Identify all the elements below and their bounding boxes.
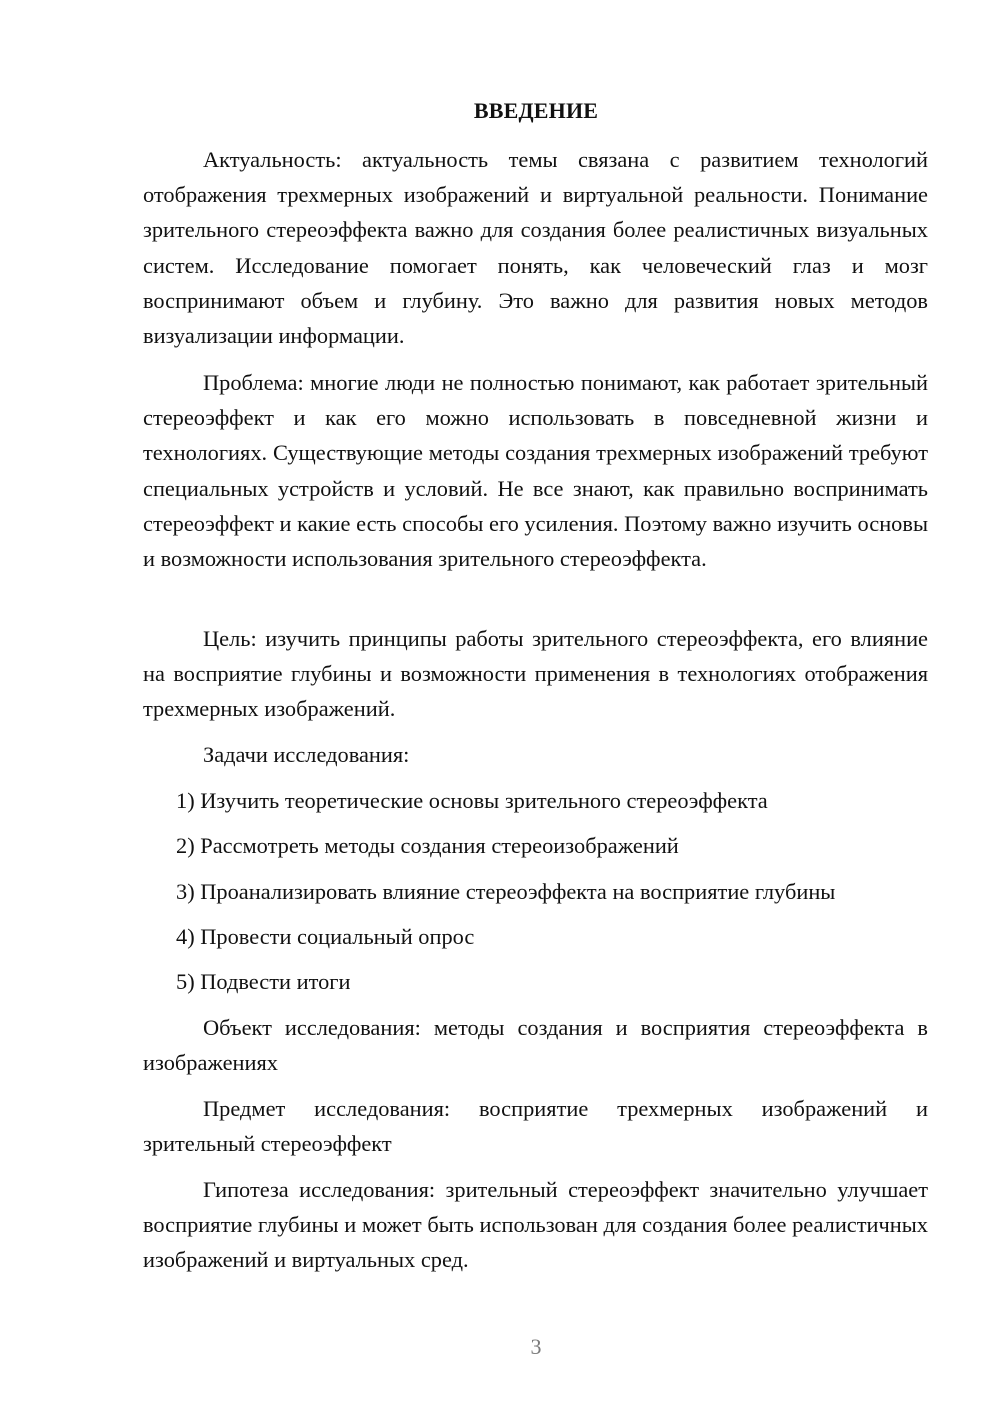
task-item-4: 4) Провести социальный опрос xyxy=(176,924,475,949)
page-title: ВВЕДЕНИЕ xyxy=(473,98,599,123)
task-item-5: 5) Подвести итоги xyxy=(176,969,351,994)
task-item-1: 1) Изучить теоретические основы зрительного стереоэффекта xyxy=(176,788,768,813)
paragraph-goal: Цель: изучить принципы работы зрительного стереоэффекта, его влияние на восприятие глубины и возможности применения в технологиях отображения трехмерных изображений. xyxy=(143,626,928,722)
paragraph-subject: Предмет исследования: восприятие трехмерных изображений и зрительный стереоэффект xyxy=(143,1096,928,1157)
paragraph-hypothesis: Гипотеза исследования: зрительный стереоэффект значительно улучшает восприятие глубины и может быть использован для создания более реалистичных изображений и виртуальных сред. xyxy=(143,1177,928,1273)
task-item-2: 2) Рассмотреть методы создания стереоизображений xyxy=(176,833,679,858)
task-item-3: 3) Проанализировать влияние стереоэффекта на восприятие глубины xyxy=(176,879,836,904)
page-number: 3 xyxy=(530,1334,542,1359)
paragraph-problem: Проблема: многие люди не полностью понимают, как работает зрительный стереоэффект и как его можно использовать в повседневной жизни и технологиях. Существующие методы создания трехмерных изображений требуют специальных устройств и условий. Не все знают, как правильно воспринимать стереоэффект и какие есть способы его усиления. Поэтому важно изучить основы и возможности использования зрительного стереоэффекта. xyxy=(143,370,928,572)
tasks-title: Задачи исследования: xyxy=(203,742,410,767)
paragraph-relevance: Актуальность: актуальность темы связана с развитием технологий отображения трехмерных изображений и виртуальной реальности. Понимание зрительного стереоэффекта важно для создания более реалистичных визуальных систем. Исследование помогает понять, как человеческий глаз и мозг воспринимают объем и глубину. Это важно для развития новых методов визуализации информации. xyxy=(143,147,928,349)
paragraph-object: Объект исследования: методы создания и восприятия стереоэффекта в изображениях xyxy=(143,1015,928,1076)
